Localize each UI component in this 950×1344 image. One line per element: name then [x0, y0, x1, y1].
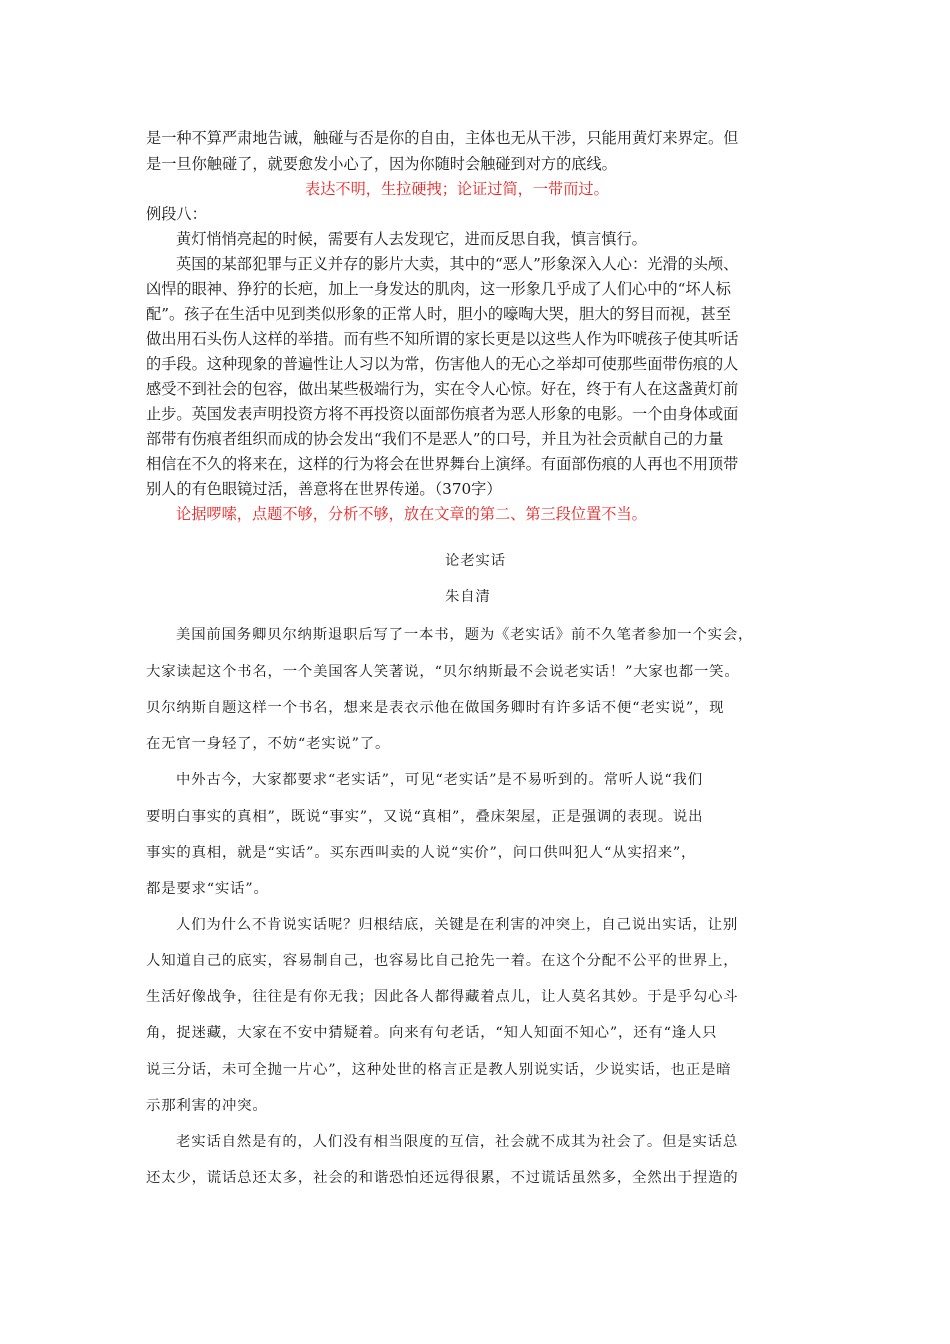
paragraph-line: 黄灯悄悄亮起的时候，需要有人去发现它，进而反思自我，慎言慎行。: [176, 230, 647, 248]
paragraph-line: 是一种不算严肃地告诫，触碰与否是你的自由，主体也无从干涉，只能用黄灯来界定。但: [146, 129, 739, 147]
paragraph-line: 还太少，谎话总还太多，社会的和谐恐怕还远得很累，不过谎话虽然多，全然出于捏造的: [146, 1170, 739, 1186]
paragraph-line: 中外古今，大家都要求“老实话”，可见“老实话”是不易听到的。常听人说“我们: [176, 772, 703, 788]
teacher-comment: 论据啰嗦，点题不够，分析不够，放在文章的第二、第三段位置不当。: [176, 505, 647, 523]
paragraph-line: 事实的真相，就是“实话”。买东西叫卖的人说“实价”，问口供叫犯人“从实招来”，: [146, 845, 697, 861]
paragraph-line: 都是要求“实话”。: [146, 881, 269, 897]
paragraph-line: 贝尔纳斯自题这样一个书名，想来是表衣示他在做国务卿时有许多话不便“老实说”，现: [146, 700, 725, 716]
example-label: 例段八：: [146, 205, 207, 223]
paragraph-line: 的手段。这种现象的普遍性让人习以为常，伤害他人的无心之举却可使那些面带伤痕的人: [146, 355, 739, 373]
paragraph-line: 是一旦你触碰了，就要愈发小心了，因为你随时会触碰到对方的底线。: [146, 155, 617, 173]
paragraph-line: 在无官一身轻了，不妨“老实说”了。: [146, 736, 391, 752]
paragraph-line: 感受不到社会的包容，做出某些极端行为，实在令人心惊。好在，终于有人在这盏黄灯前: [146, 380, 739, 398]
paragraph-line: 示那利害的冲突。: [146, 1098, 268, 1114]
teacher-comment: 表达不明，生拉硬拽；论证过简，一带而过。: [305, 180, 609, 198]
paragraph-line: 相信在不久的将来在，这样的行为将会在世界舞台上演绎。有面部伤痕的人再也不用顶带: [146, 455, 739, 473]
paragraph-line: 别人的有色眼镜过活，善意将在世界传递。（370字）: [146, 480, 502, 498]
essay-title: 论老实话: [445, 553, 506, 569]
paragraph-line: 说三分话，未可全抛一片心”，这种处世的格言正是教人别说实话，少说实话，也正是暗: [146, 1062, 732, 1078]
paragraph-line: 止步。英国发表声明投资方将不再投资以面部伤痕者为恶人形象的电影。一个由身体或面: [146, 405, 739, 423]
paragraph-line: 凶悍的眼神、狰狞的长疤，加上一身发达的肌肉，这一形象几乎成了人们心中的“坏人标: [146, 280, 731, 298]
paragraph-line: 人知道自己的底实，容易制自己，也容易比自己抢先一着。在这个分配不公平的世界上，: [146, 953, 739, 969]
paragraph-line: 英国的某部犯罪与正义并存的影片大卖，其中的“恶人”形象深入人心：光滑的头颅、: [176, 255, 739, 273]
paragraph-line: 生活好像战争，往往是有你无我；因此各人都得藏着点儿，让人莫名其妙。于是乎勾心斗: [146, 989, 739, 1005]
paragraph-line: 大家读起这个书名，一个美国客人笑著说，“贝尔纳斯最不会说老实话！”大家也都一笑。: [146, 664, 740, 680]
paragraph-line: 配”。孩子在生活中见到类似形象的正常人时，胆小的嚎啕大哭，胆大的努目而视，甚至: [146, 305, 731, 323]
essay-author: 朱自清: [445, 589, 491, 605]
paragraph-line: 美国前国务卿贝尔纳斯退职后写了一本书，题为《老实话》前不久笔者参加一个实会，: [176, 627, 754, 643]
paragraph-line: 做出用石头伤人这样的举措。而有些不知所谓的家长更是以这些人作为吓唬孩子使其听话: [146, 330, 739, 348]
paragraph-line: 要明白事实的真相”，既说“事实”，又说“真相”，叠床架屋，正是强调的表现。说出: [146, 809, 704, 825]
paragraph-line: 角，捉迷藏，大家在不安中猜疑着。向来有句老话，“知人知面不知心”，还有“逢人只: [146, 1025, 718, 1041]
paragraph-line: 部带有伤痕者组织而成的协会发出“我们不是恶人”的口号，并且为社会贡献自己的力量: [146, 430, 724, 448]
paragraph-line: 老实话自然是有的，人们没有相当限度的互信，社会就不成其为社会了。但是实话总: [176, 1134, 739, 1150]
paragraph-line: 人们为什么不肯说实话呢？归根结底，关键是在利害的冲突上，自己说出实话，让别: [176, 917, 739, 933]
